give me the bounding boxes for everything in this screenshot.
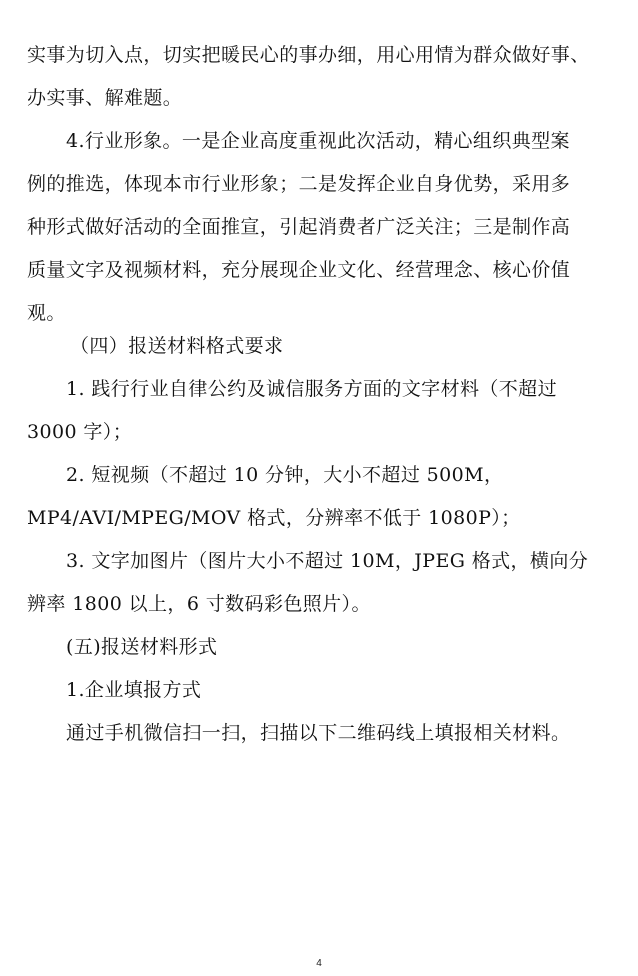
paragraph-line: 质量文字及视频材料，充分展现企业文化、经营理念、核心价值 [27,259,571,281]
paragraph-line: 2. 短视频（不超过 10 分钟，大小不超过 500M， [66,464,504,486]
paragraph-line: 通过手机微信扫一扫，扫描以下二维码线上填报相关材料。 [66,722,571,744]
paragraph-line: 4.行业形象。一是企业高度重视此次活动，精心组织典型案 [66,130,570,152]
paragraph-line: 实事为切入点，切实把暖民心的事办细，用心用情为群众做好事、 [27,44,590,66]
paragraph-line: MP4/AVI/MPEG/MOV 格式，分辨率不低于 1080P）； [27,507,521,529]
paragraph-line: 1. 践行行业自律公约及诚信服务方面的文字材料（不超过 [66,378,557,400]
paragraph-line: 例的推选，体现本市行业形象；二是发挥企业自身优势，采用多 [27,173,571,195]
subsection-heading: 1.企业填报方式 [66,679,202,701]
paragraph-line: 3000 字）； [27,421,133,443]
paragraph-line: 观。 [27,302,66,324]
page-number: 4 [316,958,322,969]
section-heading: （四）报送材料格式要求 [70,335,284,357]
paragraph-line: 种形式做好活动的全面推宣，引起消费者广泛关注；三是制作高 [27,216,571,238]
section-heading: (五)报送材料形式 [66,636,218,658]
paragraph-line: 办实事、解难题。 [27,87,183,109]
paragraph-line: 辨率 1800 以上，6 寸数码彩色照片）。 [27,593,371,615]
paragraph-line: 3. 文字加图片（图片大小不超过 10M，JPEG 格式，横向分 [66,550,589,572]
